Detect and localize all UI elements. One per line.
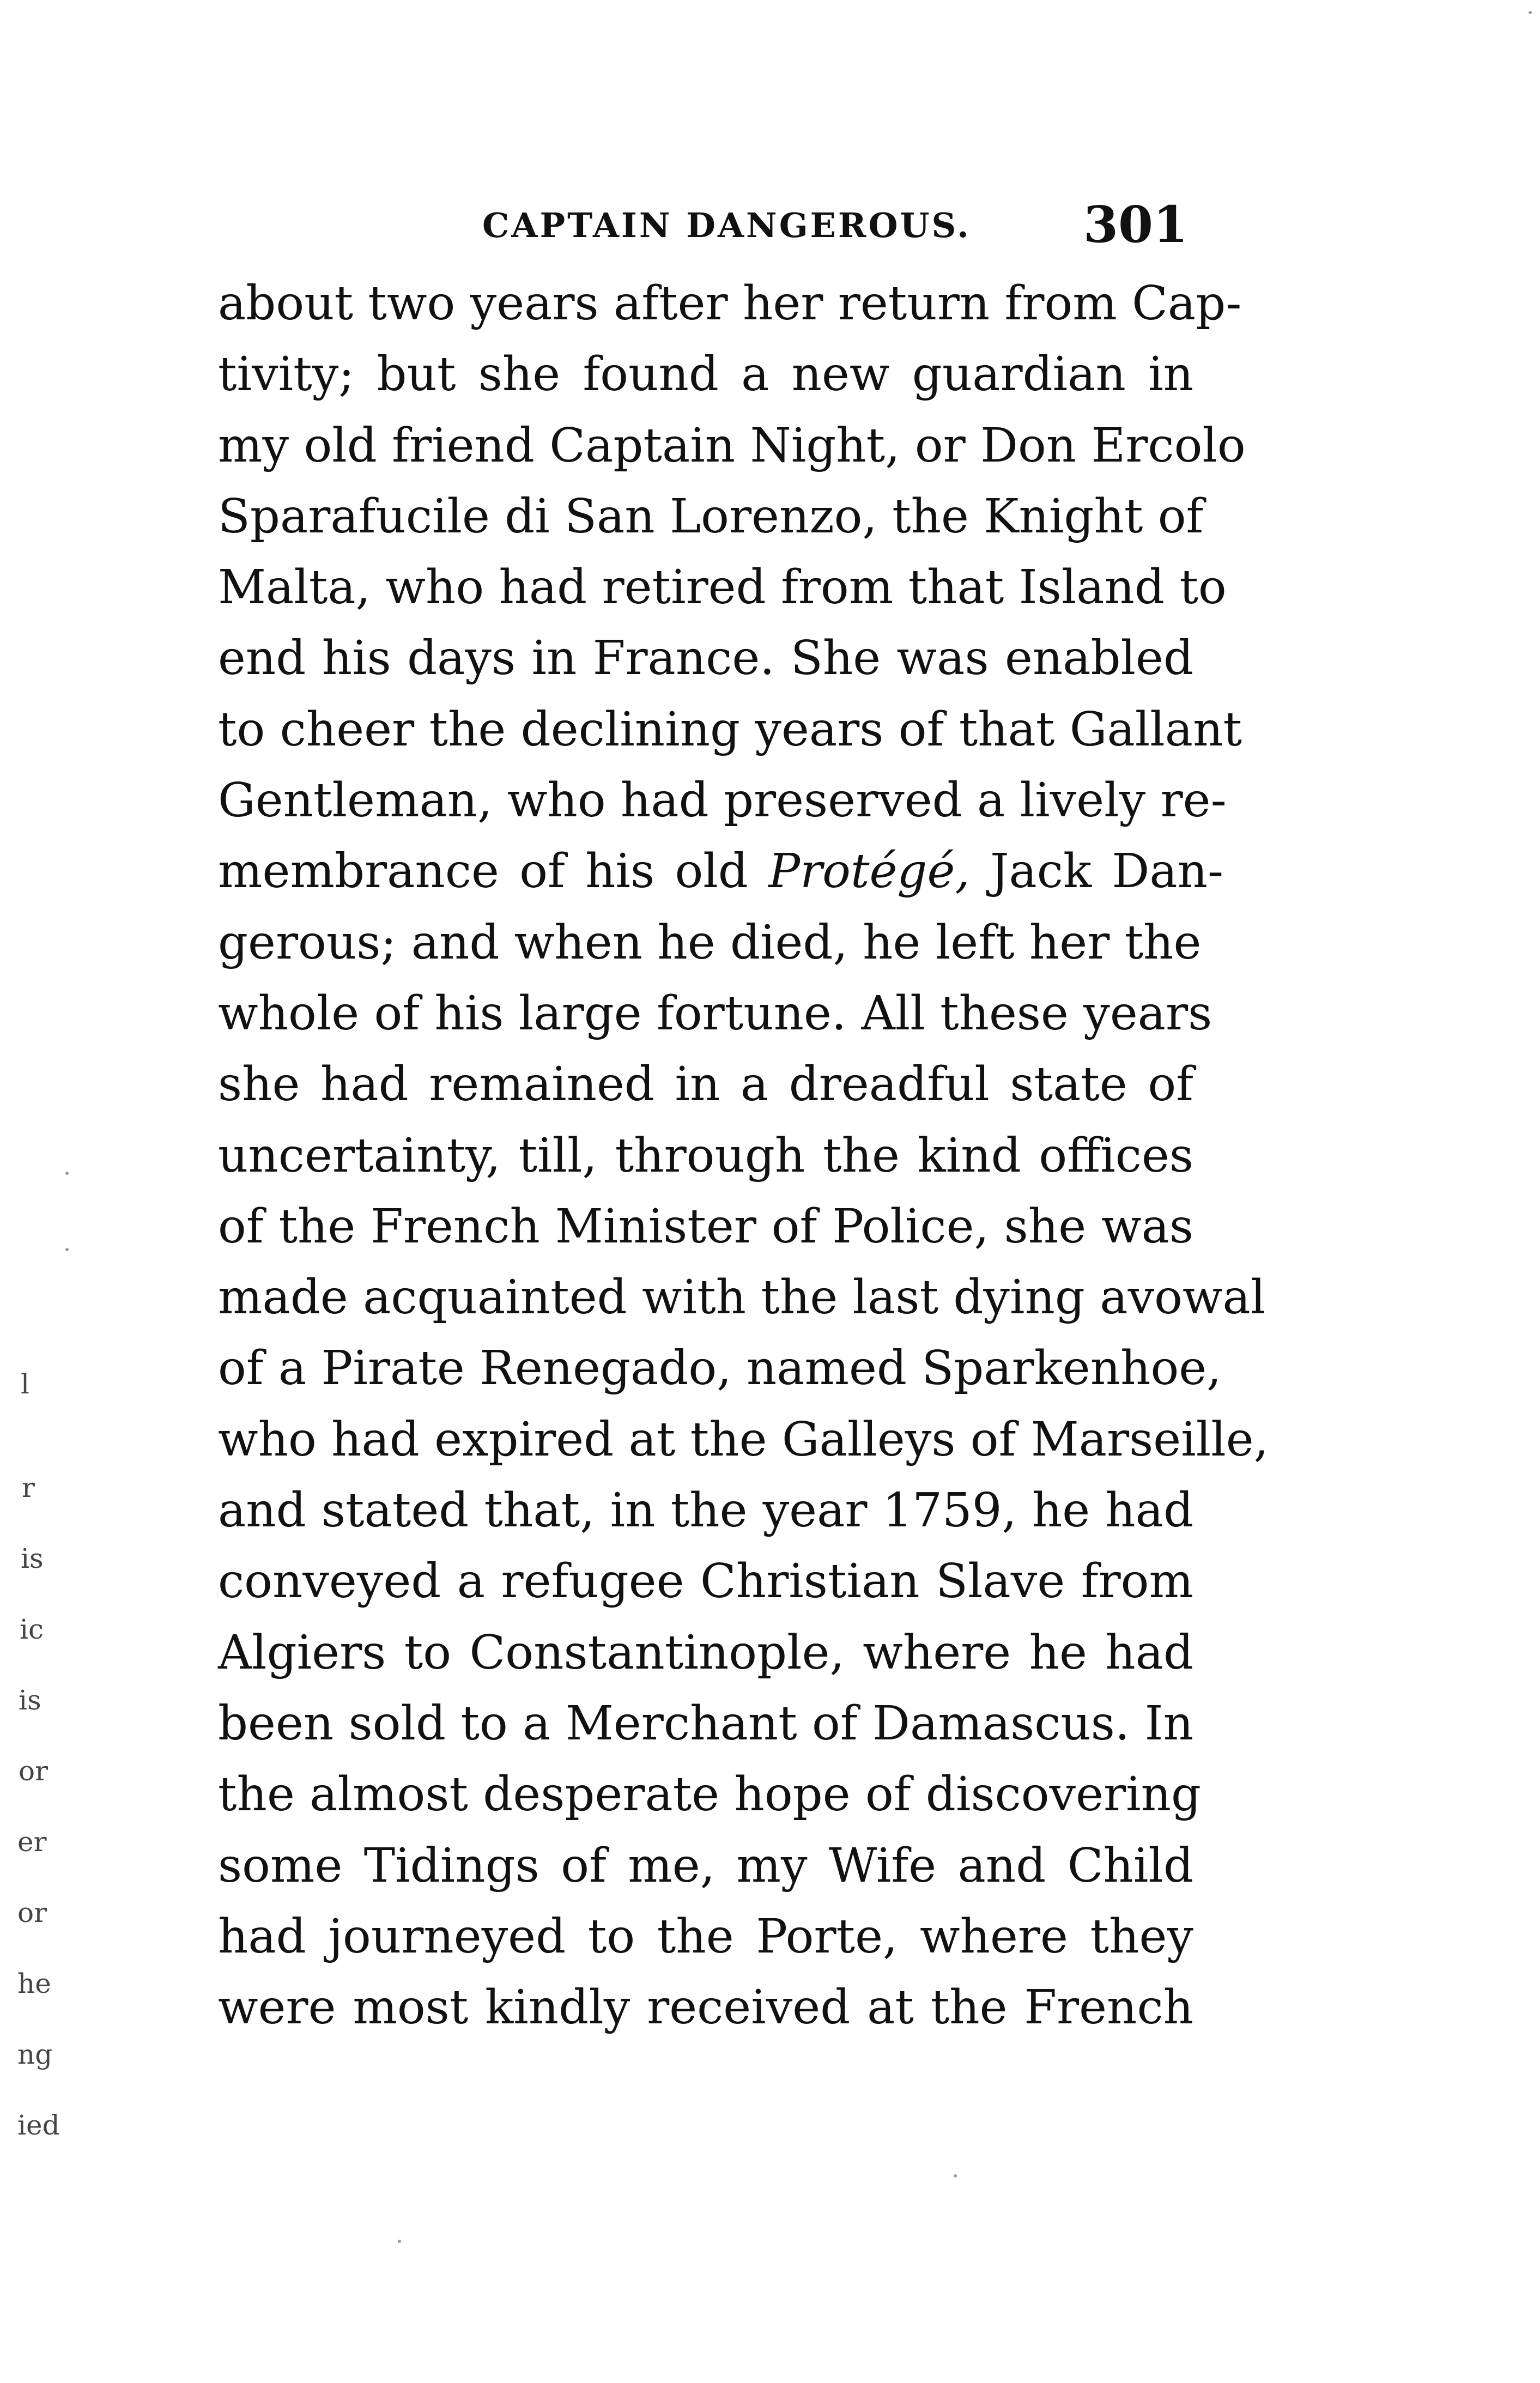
text-line: the almost desperate hope of discovering (218, 1767, 1202, 1822)
running-head (221, 195, 1188, 254)
bleed-mark: er (17, 1826, 47, 1858)
bleed-mark: r (22, 1472, 35, 1503)
text-line: had journeyed to the Porte, where they (218, 1909, 1193, 1964)
text-line: been sold to a Merchant of Damascus. In (218, 1696, 1193, 1751)
text-line: tivity; but she found a new guardian in (218, 347, 1193, 402)
text-line: Gentleman, who had preserved a lively re- (218, 773, 1227, 828)
text-line: conveyed a refugee Christian Slave from (218, 1554, 1193, 1609)
bleed-mark: he (17, 1968, 51, 1999)
text-segment: membrance of his old (218, 844, 748, 899)
bleed-mark: or (17, 1897, 47, 1929)
body-text (218, 268, 1269, 2043)
text-line: gerous; and when he died, he left her the (218, 915, 1202, 970)
text-line: some Tidings of me, my Wife and Child (218, 1838, 1193, 1893)
bleed-mark: is (19, 1684, 41, 1716)
text-line: of the French Minister of Police, she was (218, 1199, 1193, 1254)
scan-speck (398, 2240, 401, 2243)
text-line-with-italic (218, 836, 1224, 907)
page-number: 301 (1083, 195, 1188, 254)
text-line: were most kindly received at the French (218, 1980, 1193, 2035)
text-line: my old friend Captain Night, or Don Ercolo (218, 418, 1246, 473)
bleed-mark: or (19, 1755, 48, 1787)
text-line: to cheer the declining years of that Gallant (218, 702, 1242, 757)
facing-page-bleed (10, 1297, 92, 2360)
bleed-mark: l (21, 1368, 29, 1400)
bleed-mark: ied (17, 2109, 60, 2141)
bleed-mark: ic (20, 1614, 44, 1645)
bleed-mark: ng (17, 2039, 53, 2070)
text-line: she had remained in a dreadful state of (218, 1057, 1193, 1112)
scan-speck (1529, 11, 1532, 14)
running-title: CAPTAIN DANGEROUS. (482, 205, 971, 245)
italic-word: Protégé, (768, 844, 970, 899)
text-line: of a Pirate Renegado, named Sparkenhoe, (218, 1341, 1222, 1396)
text-line: end his days in France. She was enabled (218, 631, 1193, 686)
text-line: about two years after her return from Cap- (218, 276, 1242, 331)
text-line: and stated that, in the year 1759, he had (218, 1483, 1193, 1538)
text-segment: Jack Dan- (990, 844, 1224, 899)
text-line: who had expired at the Galleys of Marseille, (218, 1412, 1269, 1467)
text-line: made acquainted with the last dying avowal (218, 1270, 1266, 1325)
text-line: uncertainty, till, through the kind offices (218, 1128, 1193, 1183)
scan-speck (65, 1172, 69, 1175)
text-line: Malta, who had retired from that Island to (218, 560, 1227, 615)
text-line: Sparafucile di San Lorenzo, the Knight of (218, 489, 1204, 544)
scan-speck (65, 1248, 69, 1251)
bleed-mark: is (21, 1543, 44, 1574)
text-line: Algiers to Constantinople, where he had (218, 1625, 1193, 1680)
text-line: whole of his large fortune. All these years (218, 986, 1212, 1041)
scan-speck (954, 2174, 957, 2178)
